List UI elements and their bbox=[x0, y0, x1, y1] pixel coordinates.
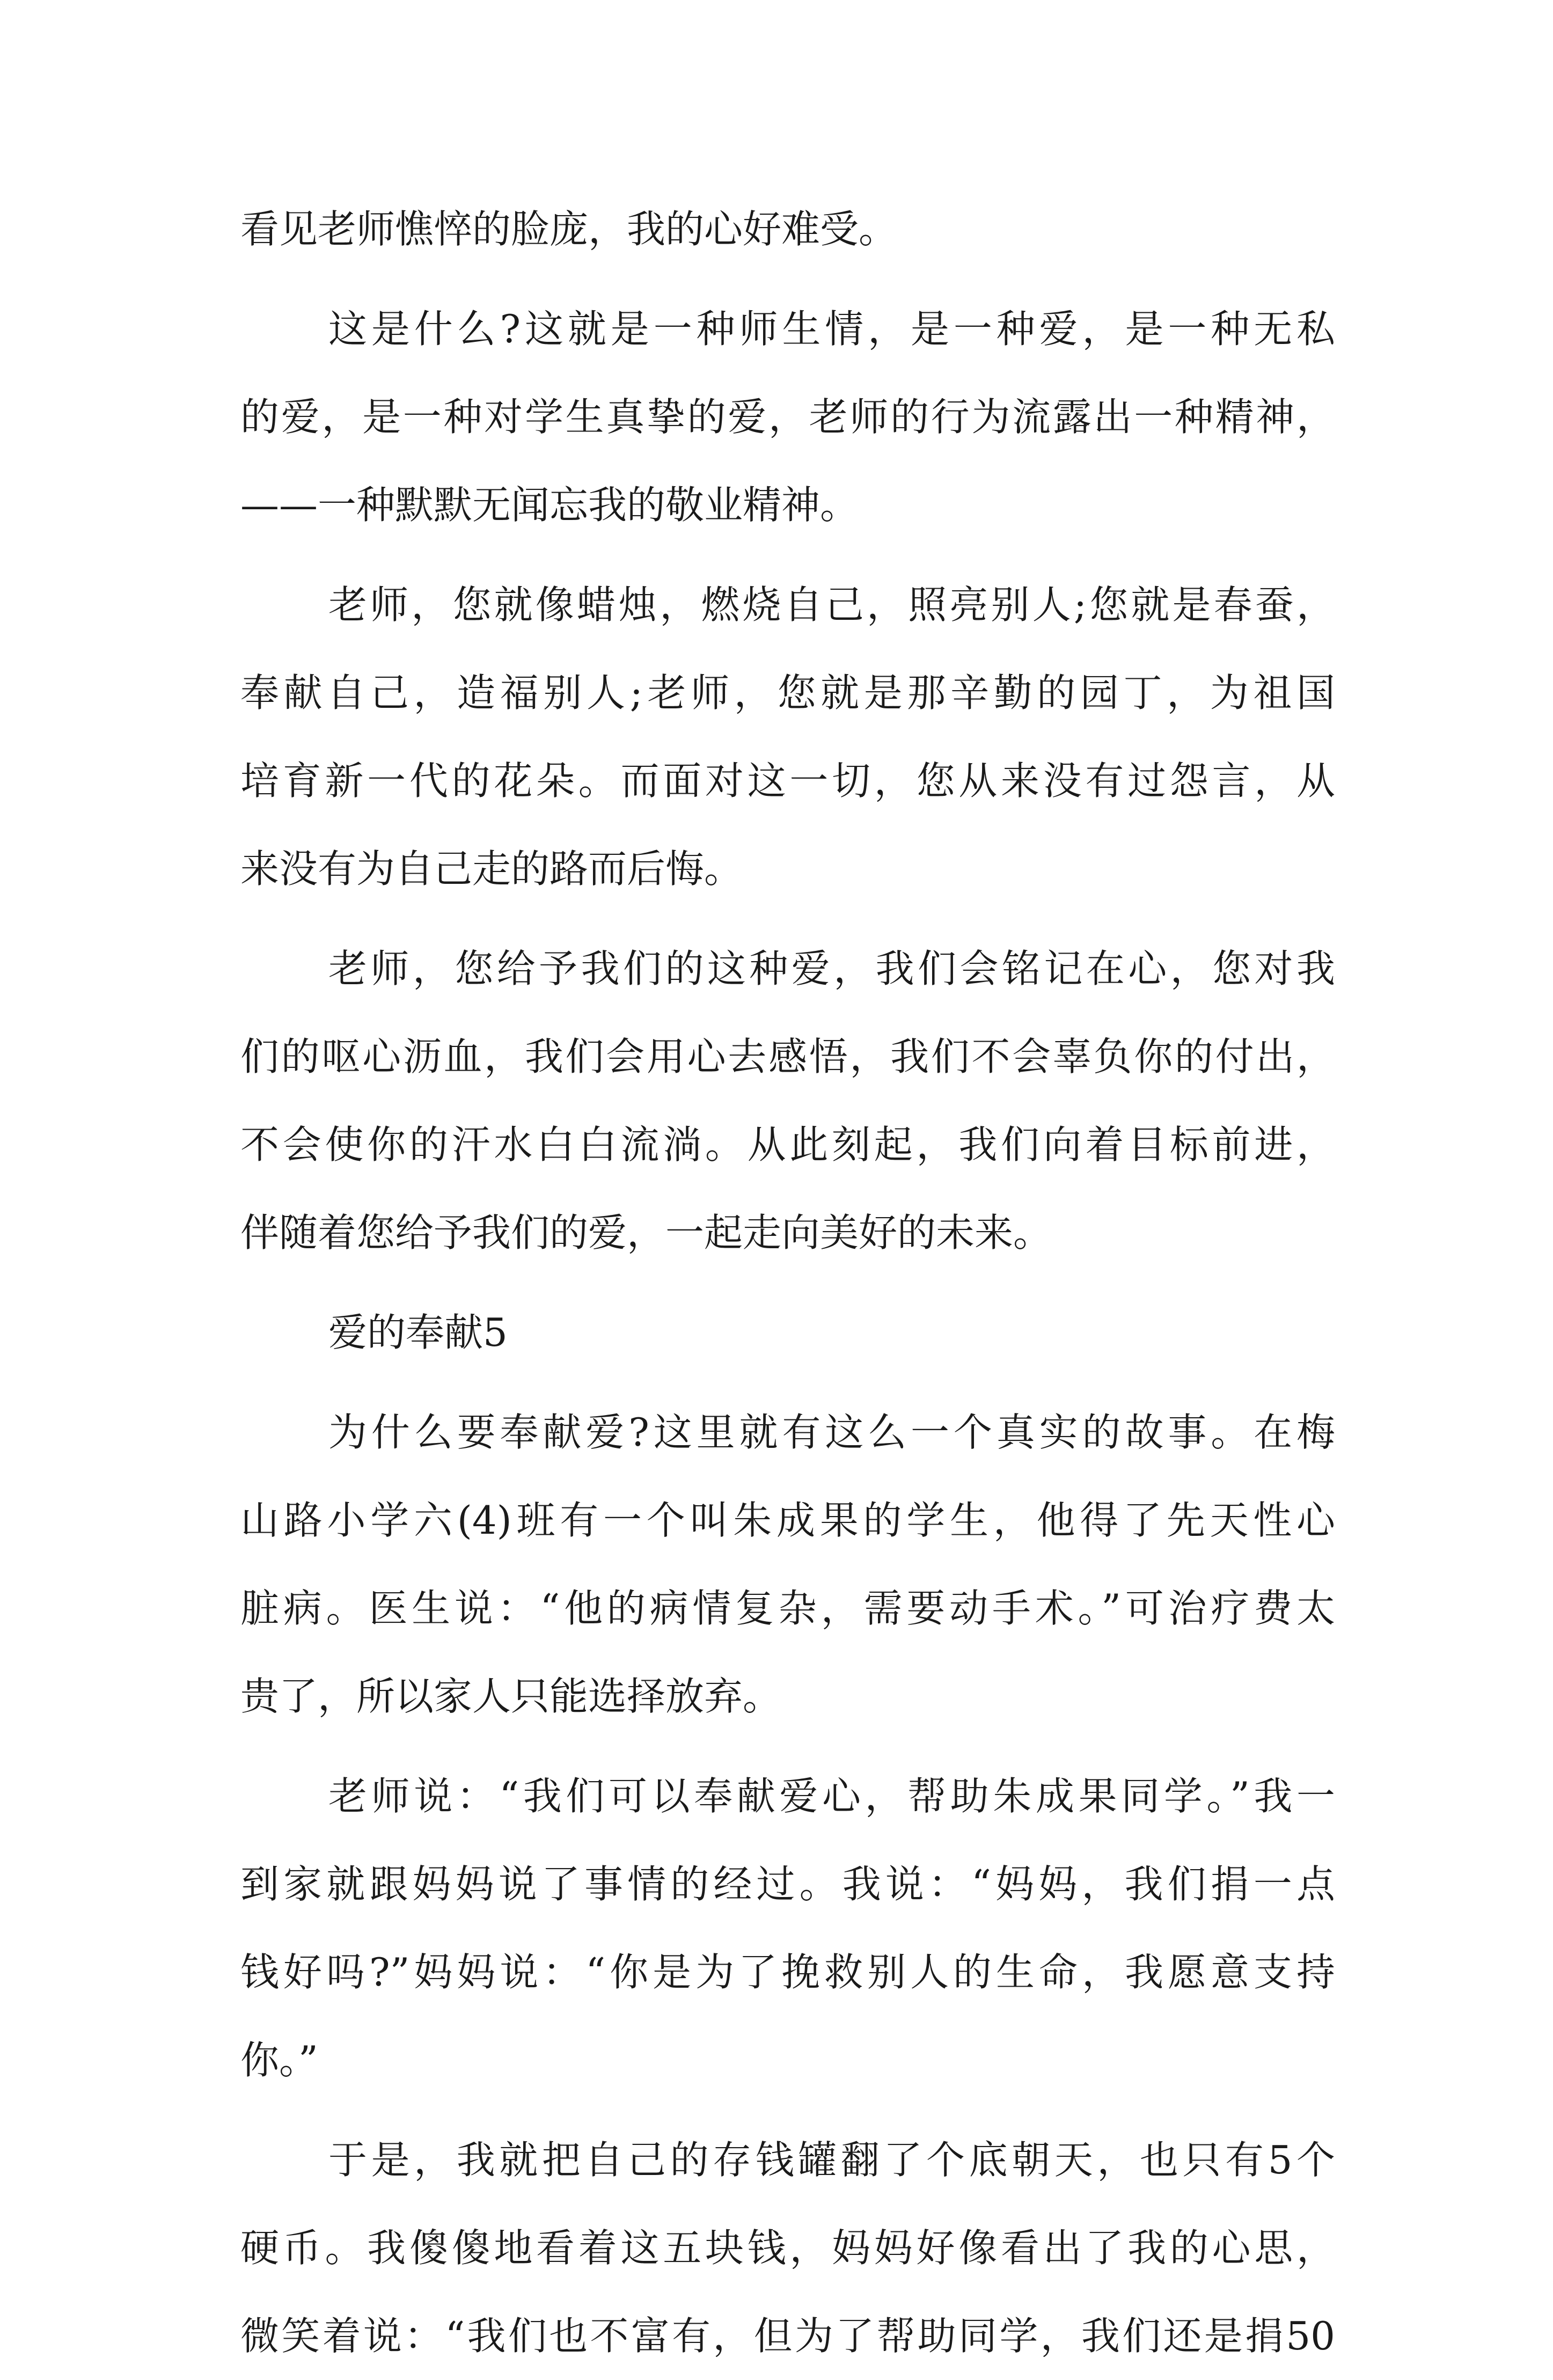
paragraph-start-line: 老师，您就像蜡烛，燃烧自己，照亮别人;您就是春蚕， bbox=[328, 582, 1335, 627]
paragraph-start-line: 老师，您给予我们的这种爱，我们会铭记在心，您对我 bbox=[328, 946, 1335, 991]
text-line: 微笑着说：“我们也不富有，但为了帮助同学，我们还是捐50 bbox=[240, 2313, 1335, 2359]
text-line: 来没有为自己走的路而后悔。 bbox=[240, 846, 743, 891]
text-line: 钱好吗?”妈妈说：“你是为了挽救别人的生命，我愿意支持 bbox=[240, 1950, 1335, 1995]
text-line: ——一种默默无闻忘我的敬业精神。 bbox=[240, 482, 859, 528]
text-line: 硬币。我傻傻地看着这五块钱，妈妈好像看出了我的心思， bbox=[240, 2225, 1335, 2271]
text-line: 脏病。医生说：“他的病情复杂，需要动手术。”可治疗费太 bbox=[240, 1586, 1335, 1631]
text-line: 培育新一代的花朵。而面对这一切，您从来没有过怨言，从 bbox=[240, 758, 1335, 803]
text-line: 奉献自己，造福别人;老师，您就是那辛勤的园丁，为祖国 bbox=[240, 670, 1335, 715]
text-line: 你。” bbox=[240, 2038, 318, 2083]
section-heading: 爱的奉献5 bbox=[328, 1310, 508, 1355]
paragraph-start-line: 于是，我就把自己的存钱罐翻了个底朝天，也只有5个 bbox=[328, 2137, 1335, 2183]
paragraph-start-line: 为什么要奉献爱?这里就有这么一个真实的故事。在梅 bbox=[328, 1410, 1335, 1455]
text-line: 贵了，所以家人只能选择放弃。 bbox=[240, 1674, 782, 1719]
text-line: 们的呕心沥血，我们会用心去感悟，我们不会辜负你的付出， bbox=[240, 1034, 1335, 1079]
paragraph-start-line: 这是什么?这就是一种师生情，是一种爱，是一种无私 bbox=[328, 306, 1335, 351]
text-line: 山路小学六(4)班有一个叫朱成果的学生，他得了先天性心 bbox=[240, 1498, 1335, 1543]
text-line: 伴随着您给予我们的爱，一起走向美好的未来。 bbox=[240, 1210, 1052, 1255]
text-line: 看见老师憔悴的脸庞，我的心好难受。 bbox=[240, 207, 898, 252]
document-body bbox=[240, 185, 1335, 2380]
text-line: 的爱，是一种对学生真挚的爱，老师的行为流露出一种精神， bbox=[240, 394, 1335, 440]
paragraph-start-line: 老师说：“我们可以奉献爱心，帮助朱成果同学。”我一 bbox=[328, 1774, 1335, 1819]
text-line: 到家就跟妈妈说了事情的经过。我说：“妈妈，我们捐一点 bbox=[240, 1862, 1335, 1907]
text-line: 不会使你的汗水白白流淌。从此刻起，我们向着目标前进， bbox=[240, 1122, 1335, 1167]
